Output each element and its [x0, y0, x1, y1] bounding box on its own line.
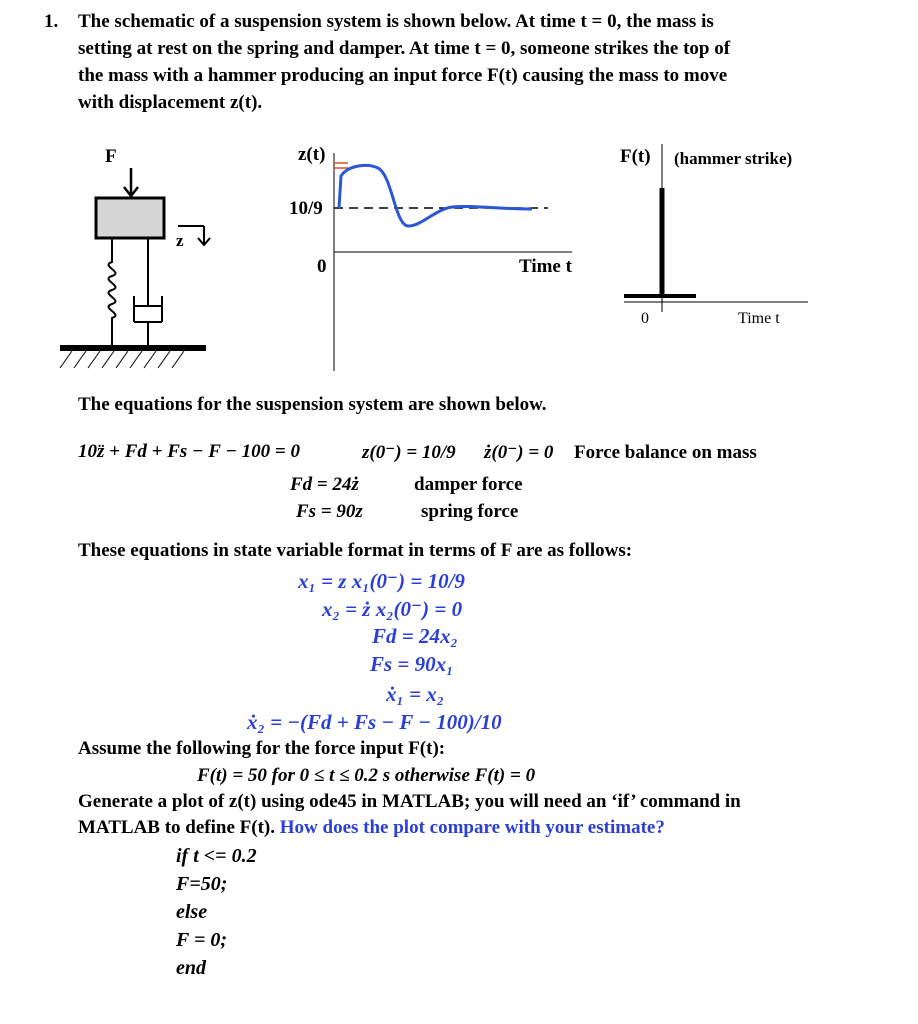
damper-label: damper force — [414, 474, 523, 495]
code-line-end: end — [176, 957, 206, 979]
generate-line-2-text: MATLAB to define F(t). — [78, 817, 280, 838]
force-balance-label: Force balance on mass — [574, 442, 757, 463]
force-input-definition: F(t) = 50 for 0 ≤ t ≤ 0.2 s otherwise F(t) = 0 — [197, 765, 536, 786]
z-label: z — [176, 231, 184, 250]
problem-line-3: the mass with a hammer producing an input force F(t) causing the mass to move — [78, 65, 728, 86]
problem-line-4: with displacement z(t). — [78, 92, 263, 113]
force-ylabel: F(t) — [620, 146, 651, 167]
state-line-x2: x₂ = ż x₂(0⁻) = 0 — [322, 597, 463, 621]
state-line-x1: x₁ = z x₁(0⁻) = 10/9 — [298, 569, 465, 593]
code-line-f50: F=50; — [176, 873, 228, 895]
force-balance-equation: 10z̈ + Fd + Fs − F − 100 = 0 — [78, 441, 300, 462]
compare-question: How does the plot compare with your estimate? — [279, 817, 665, 838]
initial-condition-z: z(0⁻) = 10/9 — [362, 442, 456, 463]
spring-equation: Fs = 90z — [296, 501, 363, 522]
force-origin-label: 0 — [641, 310, 649, 327]
problem-line-2: setting at rest on the spring and damper. At time t = 0, someone strikes the top of — [78, 38, 731, 59]
state-line-fs: Fs = 90x₁ — [370, 652, 454, 676]
generate-line-1: Generate a plot of z(t) using ode45 in MATLAB; you will need an ‘if’ command in — [78, 791, 741, 812]
initial-condition-zdot: ż(0⁻) = 0 — [484, 442, 554, 463]
state-line-x2dot: ẋ₂ = −(Fd + Fs − F − 100)/10 — [247, 710, 502, 734]
problem-number: 1. — [44, 11, 59, 32]
response-level-label: 10/9 — [289, 198, 323, 219]
code-line-if: if t <= 0.2 — [176, 845, 257, 867]
force-label: F — [105, 146, 117, 167]
spring-label: spring force — [421, 501, 519, 522]
response-origin-label: 0 — [317, 256, 327, 277]
problem-line-1: The schematic of a suspension system is shown below. At time t = 0, the mass is — [78, 11, 714, 32]
response-xlabel: Time t — [519, 256, 572, 277]
force-xlabel: Time t — [738, 310, 780, 327]
hammer-annotation: (hammer strike) — [674, 149, 793, 168]
damper-equation: Fd = 24ż — [290, 474, 359, 495]
code-line-else: else — [176, 901, 208, 923]
state-line-x1dot: ẋ₁ = x₂ — [386, 682, 445, 706]
state-line-fd: Fd = 24x₂ — [372, 624, 458, 648]
code-line-f0: F = 0; — [176, 929, 228, 951]
state-intro: These equations in state variable format in terms of F are as follows: — [78, 540, 633, 561]
assume-intro: Assume the following for the force input F(t): — [78, 738, 446, 759]
generate-line-2 — [78, 817, 665, 839]
response-ylabel: z(t) — [298, 144, 326, 165]
equations-intro: The equations for the suspension system are shown below. — [78, 394, 547, 415]
